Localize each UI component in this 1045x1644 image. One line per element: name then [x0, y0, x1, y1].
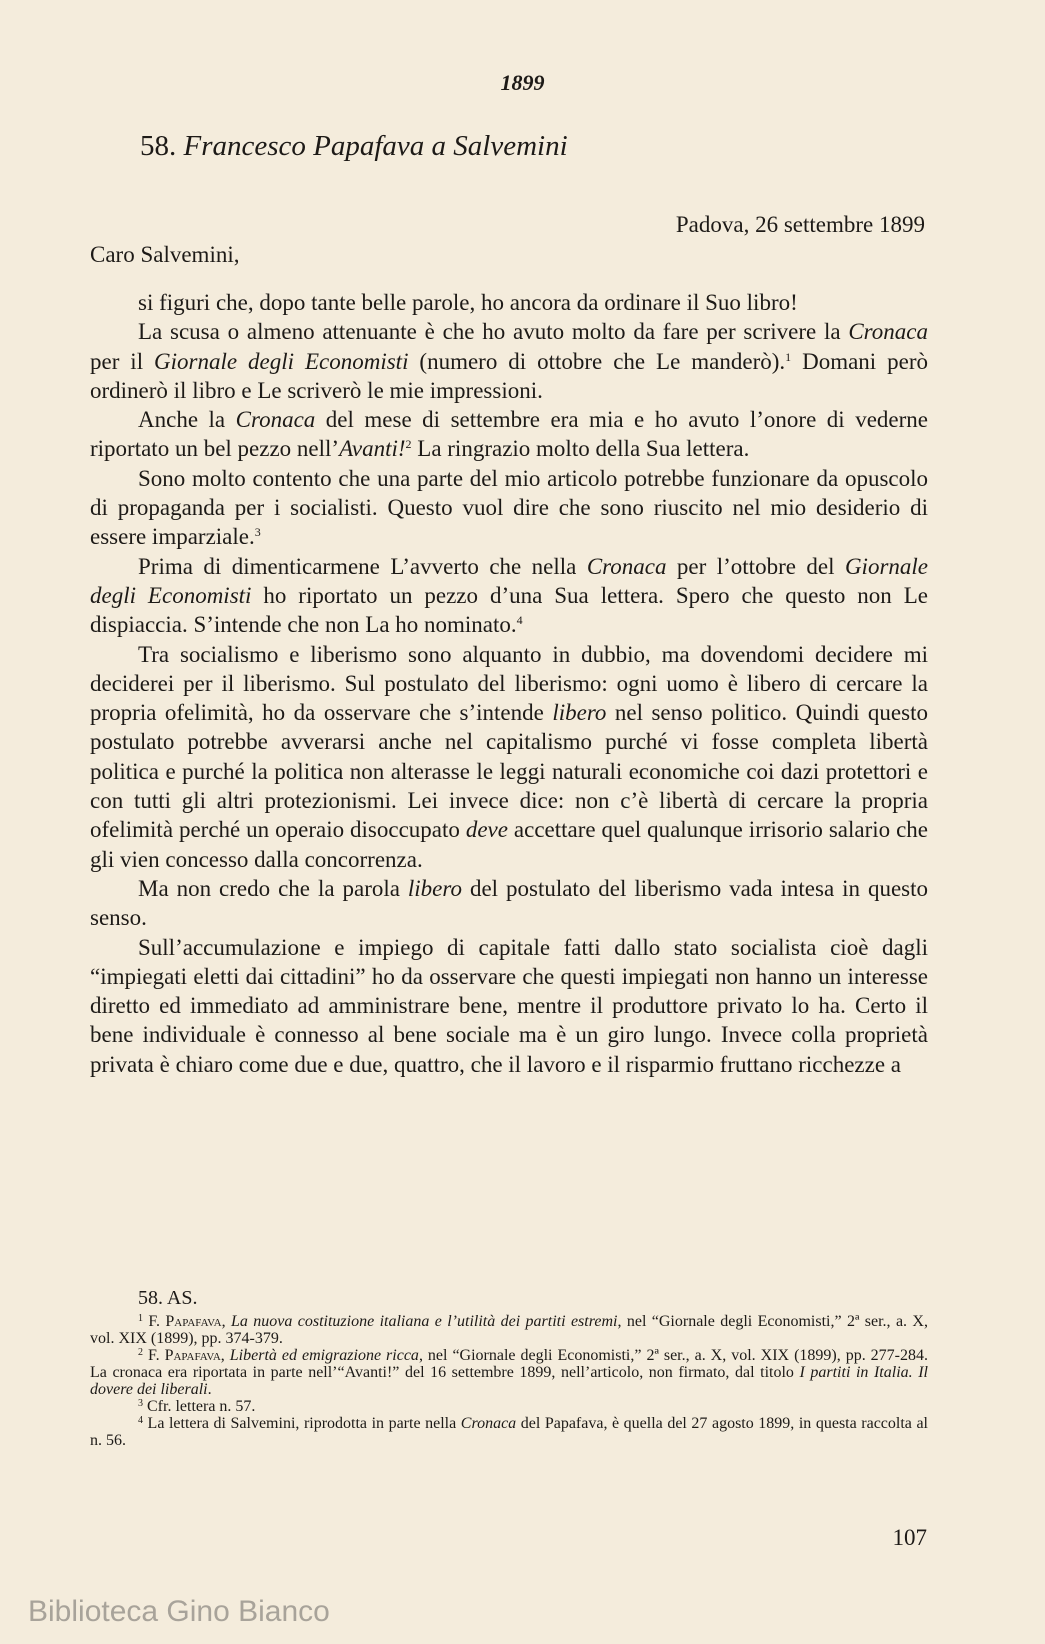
footnote-3: $^3$ Cfr. lettera n. 57. [138, 1398, 256, 1415]
paragraph-6: Tra socialismo e liberismo sono alquanto in dubbio, ma dovendomi decidere mi deciderei per il liberismo. Sul postulato del liberismo: ogni uomo è libero di cercare la propria ofelimità, ho da osservare che s’intende libero nel senso politico. Quindi questo postulato potrebbe avverarsi anche nel capitalismo purché vi fosse completa libertà politica e purché la politica non alterasse le leggi naturali economiche coi dazi protettori e con tutti gli altri protezionismi. Lei invece dice: non c’è libertà di cercare la propria ofelimità perché un operaio disoccupato deve accettare quel qualunque irrisorio salario che gli vien concesso dalla concorrenza. [90, 641, 929, 872]
footnote-4: $^4$ La lettera di Salvemini, riprodotta in parte nella Cronaca del Papafava, è quella del 27 agosto 1899, in questa raccolta al n. 56. [90, 1415, 929, 1449]
salutation: Caro Salvemini, [90, 242, 240, 267]
footnotes [90, 1287, 929, 1449]
footnote-ref-4: 4 [516, 613, 523, 628]
place-date: Padova, 26 settembre 1899 [675, 212, 925, 237]
running-head: 1899 [500, 70, 545, 95]
page-number: 107 [892, 1525, 927, 1550]
footnote-1: $^1$ F. Papafava, La nuova costituzione italiana e l’utilità dei partiti estremi, nel “Giornale degli Economisti,” 2ª ser., a. X, vol. XIX (1899), pp. 374-379. [90, 1313, 928, 1347]
paragraph-4: Sono molto contento che una parte del mio articolo potrebbe funzionare da opuscolo di propaganda per i socialisti. Questo vuol dire che sono riuscito nel mio desiderio di essere imparziale.$^3$ [90, 465, 928, 550]
paragraph-8: Sull’accumulazione e impiego di capitale fatti dallo stato socialista cioè dagli “impiegati eletti dai cittadini” ho da osservare che questi impiegati non hanno un interesse diretto ed immediato ad amministrare bene, mentre il produttore privato lo ha. Certo il bene individuale è connesso al bene sociale ma è un giro lungo. Invece colla proprietà privata è chiaro come due e due, quattro, che il lavoro e il risparmio fruttano ricchezze a [90, 934, 928, 1077]
footnote-ref-3: 3 [254, 525, 261, 540]
letter-heading [140, 130, 940, 163]
footnote-ref-2: 2 [405, 437, 412, 452]
paragraph-1: si figuri che, dopo tante belle parole, ho ancora da ordinare il Suo libro! [138, 290, 798, 315]
footnote-2: $^2$ F. Papafava, Libertà ed emigrazione ricca, nel “Giornale degli Economisti,” 2ª ser., a. X, vol. XIX (1899), pp. 277-284. La cronaca era riportata in parte nell’“Avanti!” del 16 settembre 1899, nell’articolo, non firmato, dal titolo I partiti in Italia. Il dovere dei liberali. [90, 1347, 929, 1398]
footnote-source: 58. AS. [138, 1287, 198, 1309]
paragraph-5: Prima di dimenticarmene L’avverto che nella Cronaca per l’ottobre del Giornale degli Economisti ho riportato un pezzo d’una Sua lettera. Spero che questo non Le dispiaccia. S’intende che non La ho nominato.$^4$ [90, 553, 928, 638]
letter-number: 58. [140, 130, 177, 162]
footnote-ref-1: 1 [785, 349, 792, 364]
paragraph-2: La scusa o almeno attenuante è che ho avuto molto da fare per scrivere la Cronaca per il Giornale degli Economisti (numero di ottobre che Le manderò).$^1$ Domani però ordinerò il libro e Le scriverò le mie impressioni. [90, 319, 928, 403]
paragraph-3: Anche la Cronaca del mese di settembre era mia e ho avuto l’onore di vederne riportato un bel pezzo nell’Avanti!$^2$ La ringrazio molto della Sua lettera. [90, 407, 928, 462]
paragraph-7: Ma non credo che la parola libero del postulato del liberismo vada intesa in questo senso. [90, 875, 928, 931]
letter-body [90, 288, 928, 1079]
watermark: Biblioteca Gino Bianco [28, 1595, 330, 1628]
letter-title: Francesco Papafava a Salvemini [183, 130, 568, 162]
